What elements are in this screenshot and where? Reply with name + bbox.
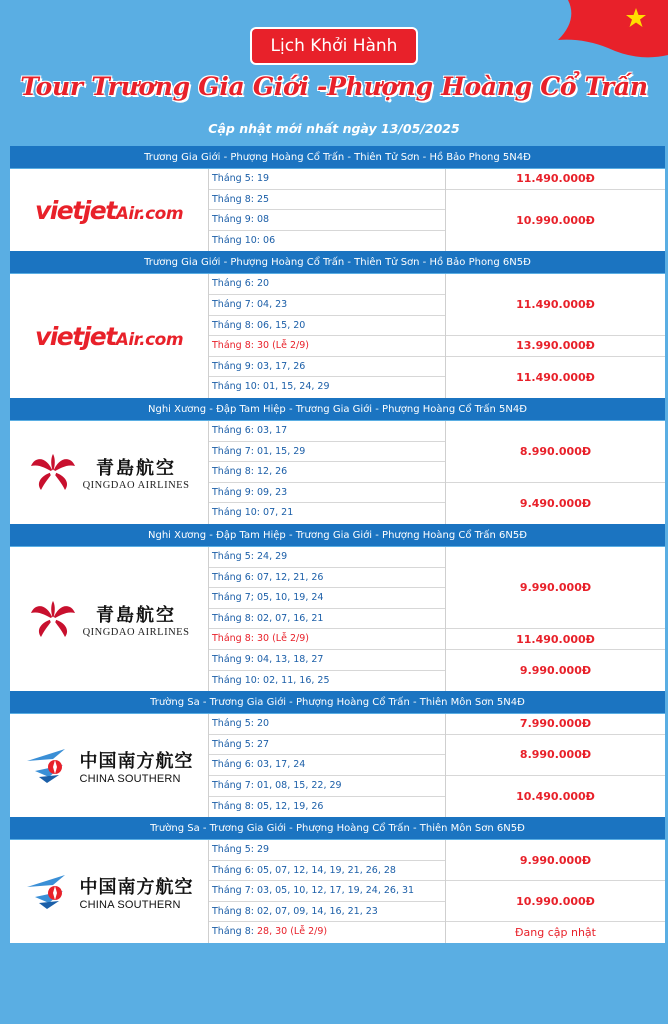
price-column [446,840,665,943]
departure-date-row: Tháng 7: 03, 05, 10, 12, 17, 19, 24, 26, 31 [209,881,445,902]
price-cell: 11.490.000Đ [516,370,595,384]
qingdao-logo-text [83,454,190,491]
section-heading: Nghi Xương - Đập Tam Hiệp - Trương Gia Giới - Phượng Hoàng Cổ Trấn 5N4Đ [10,398,665,421]
bottom-bar [0,1000,668,1024]
china-southern-logo-en: CHINA SOUTHERN [79,772,181,785]
departure-date-row: Tháng 10: 01, 15, 24, 29 [212,381,330,393]
departure-date-row: Tháng 5: 24, 29 [209,547,445,568]
vietjet-logo [35,196,183,225]
section-heading: Trường Sa - Trương Gia Giới - Phượng Hoàng Cổ Trấn - Thiên Môn Sơn 6N5Đ [10,817,665,840]
vietjet-logo-text: vietjet [34,321,116,351]
departure-date-row: Tháng 8: 25 [209,190,445,211]
price-cell: 7.990.000Đ [446,714,665,735]
qingdao-logo-cn: 青島航空 [96,457,176,479]
departure-date-row: Tháng 9: 09, 23 [209,483,445,504]
departure-date-row: Tháng 6: 07, 12, 21, 26 [209,568,445,589]
tour-section [10,524,665,691]
china-southern-logo [25,747,194,785]
departure-date-row: Tháng 5: 19 [209,169,445,190]
price-cell: 9.990.000Đ [446,547,665,629]
qingdao-logo-text [83,601,190,638]
vietjet-logo-suffix: Air.com [115,329,184,350]
price-column [446,547,665,691]
date-month: Tháng 8: [212,926,257,938]
departure-date-row: Tháng 7; 05, 10, 19, 24 [209,588,445,609]
departure-date-row: Tháng 8: 12, 26 [209,462,445,483]
kapok-flower-icon [25,747,75,785]
china-southern-logo-cn: 中国南方航空 [79,750,194,772]
price-column [446,169,665,251]
airline-logo-cell [10,714,209,817]
section-body [10,421,665,524]
update-date: Cập nhật mới nhất ngày 13/05/2025 [208,121,460,136]
china-southern-logo-en: CHINA SOUTHERN [79,898,181,911]
departure-date-row: Tháng 9: 04, 13, 18, 27 [209,650,445,671]
section-body [10,274,665,398]
section-heading: Trương Gia Giới - Phượng Hoàng Cổ Trấn - Thiên Tử Sơn - Hồ Bảo Phong 6N5Đ [10,251,665,274]
airline-logo-cell [10,421,209,524]
price-cell: 11.490.000Đ [446,629,665,650]
airline-logo-cell [10,547,209,691]
departure-date-row: Tháng 10: 02, 11, 16, 25 [212,674,330,686]
departure-date-row: Tháng 8: 30 (Lễ 2/9) [209,629,445,650]
departure-date-row: Tháng 7: 04, 23 [209,295,445,316]
departure-date-row: Tháng 8: 02, 07, 09, 14, 16, 21, 23 [209,902,445,923]
section-heading: Trương Gia Giới - Phượng Hoàng Cổ Trấn - Thiên Tử Sơn - Hồ Bảo Phong 5N4Đ [10,146,665,169]
price-cell: 10.490.000Đ [516,790,595,803]
price-cell: Đang cập nhật [515,926,596,940]
price-cell: 11.490.000Đ [446,169,665,190]
qingdao-logo-cn: 青島航空 [96,604,176,626]
section-body [10,714,665,817]
qingdao-logo-en: QINGDAO AIRLINES [82,479,190,491]
departure-dates [209,840,446,943]
china-southern-logo-text [80,873,194,911]
china-southern-logo [25,873,194,911]
departure-date-row: Tháng 5: 20 [209,714,445,735]
price-cell: 10.990.000Đ [516,213,595,227]
tour-section [10,146,665,251]
departure-date-row: Tháng 8: 06, 15, 20 [209,316,445,337]
departure-date-row: Tháng 6: 03, 17, 24 [209,755,445,776]
tour-section [10,817,665,943]
kapok-flower-icon [25,873,75,911]
departure-date-row: Tháng 7: 01, 08, 15, 22, 29 [209,776,445,797]
qingdao-flower-icon [29,599,77,639]
departure-date-row: Tháng 10: 06 [212,234,276,246]
qingdao-logo-en: QINGDAO AIRLINES [82,626,190,638]
vietjet-logo [35,322,183,351]
departure-date-row: Tháng 10: 07, 21 [212,507,294,519]
airline-logo-cell [10,840,209,943]
price-cell: 8.990.000Đ [446,735,665,776]
departure-dates [209,274,446,398]
departure-date-row: Tháng 6: 03, 17 [209,421,445,442]
qingdao-flower-icon [29,452,77,492]
price-cell: 9.490.000Đ [519,496,592,510]
price-cell: 9.990.000Đ [519,664,592,678]
china-southern-logo-text [80,747,194,785]
section-body [10,169,665,251]
airline-logo-cell [10,169,209,251]
qingdao-logo [29,599,190,639]
departure-date-row: Tháng 6: 05, 07, 12, 14, 19, 21, 26, 28 [209,861,445,882]
price-cell: 9.990.000Đ [446,840,665,881]
price-cell: 8.990.000Đ [446,421,665,483]
section-heading: Trường Sa - Trương Gia Giới - Phượng Hoàng Cổ Trấn - Thiên Môn Sơn 5N4Đ [10,691,665,714]
section-heading: Nghi Xương - Đập Tam Hiệp - Trương Gia Giới - Phượng Hoàng Cổ Trấn 6N5Đ [10,524,665,547]
price-cell: 10.990.000Đ [446,881,665,922]
tour-title: Tour Trương Gia Giới -Phượng Hoàng Cổ Trấn [20,72,648,101]
departure-date-row: Tháng 9: 03, 17, 26 [209,357,445,378]
departure-date-row: Tháng 8: 05, 12, 19, 26 [212,800,324,812]
vietjet-logo-suffix: Air.com [115,203,184,224]
departure-dates [209,169,446,251]
airline-logo-cell [10,274,209,398]
tour-section [10,251,665,398]
vietnam-flag-icon [558,0,668,62]
departure-date-row: Tháng 8: 02, 07, 16, 21 [209,609,445,630]
departure-dates [209,421,446,524]
price-column [446,421,665,524]
price-column [446,714,665,817]
departure-dates [209,714,446,817]
departure-date-row: Tháng 9: 08 [209,210,445,231]
china-southern-logo-cn: 中国南方航空 [79,876,194,898]
tour-section [10,691,665,817]
section-body [10,840,665,943]
tour-section [10,398,665,524]
price-cell: 11.490.000Đ [446,274,665,336]
vietjet-logo-text: vietjet [34,195,116,225]
section-body [10,547,665,691]
date-days-holiday: 28, 30 (Lễ 2/9) [256,926,328,938]
departure-date-row: Tháng 6: 20 [209,274,445,295]
departure-date-row: Tháng 7: 01, 15, 29 [209,442,445,463]
schedule-table [10,146,665,943]
departure-date-row: Tháng 5: 27 [209,735,445,756]
departure-date-row: Tháng 5: 29 [209,840,445,861]
qingdao-logo [29,452,190,492]
schedule-badge: Lịch Khởi Hành [252,29,416,63]
price-column [446,274,665,398]
departure-date-row [209,922,445,943]
departure-date-row: Tháng 8: 30 (Lễ 2/9) [209,336,445,357]
departure-dates [209,547,446,691]
price-cell: 13.990.000Đ [446,336,665,357]
